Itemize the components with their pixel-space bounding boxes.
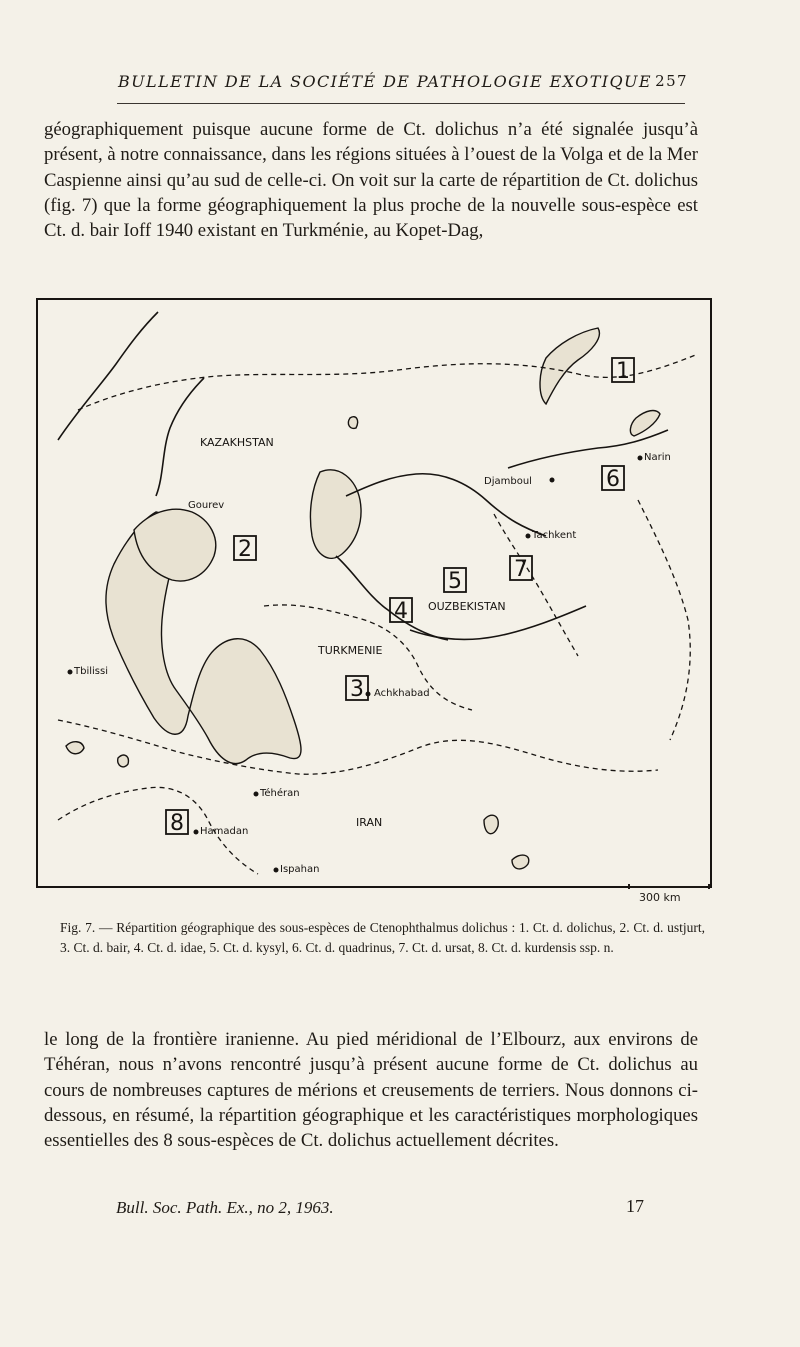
marker-1 xyxy=(612,358,634,384)
island-2 xyxy=(118,755,129,767)
place-tbilissi: Tbilissi xyxy=(74,666,108,677)
svg-text:6: 6 xyxy=(606,467,620,492)
marker-5 xyxy=(444,568,466,594)
place-teheran: Téhéran xyxy=(260,788,300,799)
scale-label: 300 km xyxy=(639,891,681,904)
border-east-edge xyxy=(638,500,690,740)
island-4 xyxy=(512,855,529,869)
ural-river xyxy=(156,378,204,496)
running-header xyxy=(118,72,688,96)
place-ispahan: Ispahan xyxy=(280,864,320,875)
place-tachkent: Tachkent xyxy=(532,530,577,541)
dot-teheran xyxy=(254,792,259,797)
place-djamboul: Djamboul xyxy=(484,476,532,487)
marker-2 xyxy=(234,536,256,562)
page-number: 257 xyxy=(655,72,688,90)
marker-3 xyxy=(346,676,368,702)
svg-text:5: 5 xyxy=(448,569,462,594)
island-5 xyxy=(348,417,357,429)
dot-ispahan xyxy=(274,868,279,873)
marker-7 xyxy=(510,556,532,582)
dot-hamadan xyxy=(194,830,199,835)
journal-title: BULLETIN DE LA SOCIÉTÉ DE PATHOLOGIE EXOTIQUE xyxy=(118,72,652,91)
aral-sea xyxy=(310,470,361,558)
place-narin: Narin xyxy=(644,452,671,463)
svg-text:3: 3 xyxy=(350,677,364,702)
intro-text: géographiquement puisque aucune forme de Ct. dolichus n’a été signalée jusqu’à présent, à notre connaissance, dans les régions situées à l’ouest de la Volga et de la Mer Caspienne ainsi qu’au sud de celle-ci. On voit sur la carte de répartition de Ct. dolichus (fig. 7) que la forme géographiquement la plus proche de la nouvelle sous-espèce est Ct. d. bair Ioff 1940 existant en Turkménie, au Kopet-Dag, xyxy=(44,119,698,242)
svg-text:7: 7 xyxy=(514,557,528,582)
place-hamadan: Hamadan xyxy=(200,826,249,837)
intro-paragraph xyxy=(44,117,698,243)
tail-paragraph xyxy=(44,1027,698,1153)
dot-tbilissi xyxy=(68,670,73,675)
map-scale xyxy=(628,884,708,914)
marker-8 xyxy=(166,810,188,836)
sheet-number: 17 xyxy=(626,1196,644,1216)
svg-text:8: 8 xyxy=(170,811,184,836)
region-iran: IRAN xyxy=(356,816,383,829)
scale-bar xyxy=(628,886,706,888)
caption-text: Fig. 7. — Répartition géographique des sous-espèces de Ctenophthalmus dolichus : 1. Ct. d. dolichus, 2. Ct. d. ustjurt, 3. Ct. d. bair, 4. Ct. d. idae, 5. Ct. d. kysyl, 6. Ct. d. quadrinus, 7. Ct. d. ursat, 8. Ct. d. kurdensis ssp. n. xyxy=(60,920,705,955)
svg-text:2: 2 xyxy=(238,537,252,562)
dot-tachkent xyxy=(526,534,531,539)
volga-river xyxy=(58,312,158,440)
region-ouzbekistan: OUZBEKISTAN xyxy=(428,600,506,613)
page-footer xyxy=(116,1196,644,1222)
place-achkhabad: Achkhabad xyxy=(374,688,430,699)
header-rule xyxy=(117,103,685,104)
island-1 xyxy=(66,742,84,754)
marker-4 xyxy=(390,598,412,624)
border-kazakhstan-north xyxy=(78,354,698,410)
tail-text: le long de la frontière iranienne. Au pied méridional de l’Elbourz, aux environs de Téhéran, nous n’avons rencontré jusqu’à présent aucune forme de Ct. dolichus au cours de nombreuses captures de mérions et creusements de terriers. Nous donnons ci-dessous, en résumé, la répartition géographique et les caractéristiques morphologiques essentielles des 8 sous-espèces de Ct. dolichus actuellement décrites. xyxy=(44,1029,698,1152)
island-3 xyxy=(484,815,498,834)
svg-text:1: 1 xyxy=(616,359,630,384)
place-gourev: Gourev xyxy=(188,500,225,511)
marker-6 xyxy=(602,466,624,492)
region-kazakhstan: KAZAKHSTAN xyxy=(200,436,274,449)
region-turkmenie: TURKMENIE xyxy=(318,644,383,657)
lake-issyk-kul xyxy=(630,411,660,436)
distribution-map xyxy=(36,298,712,888)
figure-caption xyxy=(60,918,705,958)
dot-djamboul xyxy=(550,478,555,483)
map-drawing xyxy=(38,300,710,886)
dot-narin xyxy=(638,456,643,461)
lake-balkhash xyxy=(540,328,599,404)
footer-citation: Bull. Soc. Path. Ex., no 2, 1963. xyxy=(116,1198,334,1217)
svg-text:4: 4 xyxy=(394,599,408,624)
border-iran-north xyxy=(58,720,658,774)
